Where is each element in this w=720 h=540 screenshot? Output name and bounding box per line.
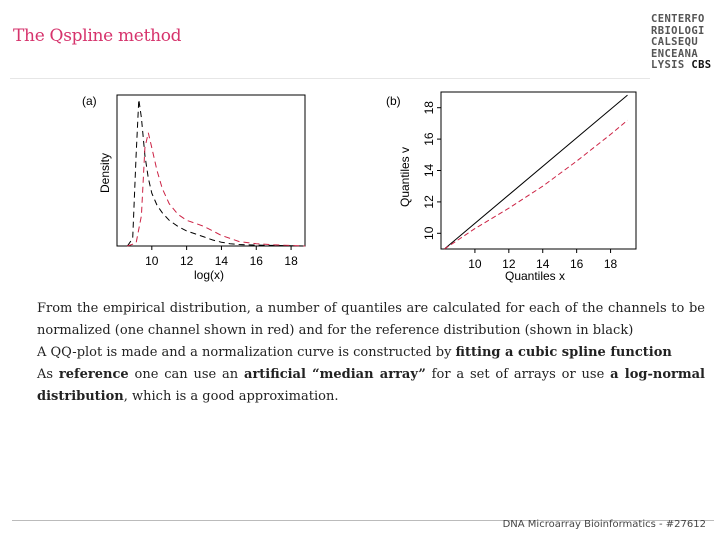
p3-c: one can use an [128,367,245,382]
x-tick-label: 12 [502,257,516,271]
panel-a-frame [117,95,305,246]
series-line-2 [444,120,627,249]
p3-log-normal: a log-normal distribution [37,367,705,404]
series-line-2 [127,133,305,246]
p3-e: for a set of arrays or use [425,367,611,382]
y-tick-label: 10 [422,226,436,240]
series-line-1 [127,100,305,247]
p3-a: As [37,367,59,382]
p2-bold: fitting a cubic spline function [455,345,672,360]
logo-line-3: CALSEQU [651,36,699,49]
paragraph-2 [37,342,705,364]
logo-cbs: CBS [691,59,712,72]
panel-b-xlabel: Quantiles x [504,269,566,283]
p2-text: A QQ-plot is made and a normalization curve is constructed by [37,345,456,360]
x-tick-label: 18 [603,257,618,271]
panel-a-ticks [145,246,298,268]
panel-a-ylabel: Density [98,152,112,194]
density-plot [82,94,305,282]
panel-b-series [444,95,627,249]
p3-g: , which is a good approximation. [123,389,339,404]
logo-line-2: RBIOLOGI [651,24,705,37]
x-tick-label: 10 [145,254,159,268]
footer-text: DNA Microarray Bioinformatics - #27612 [502,519,706,530]
x-tick-label: 12 [179,254,194,268]
x-tick-label: 14 [536,257,550,271]
paragraph-1: From the empirical distribution, a number of quantiles are calculated for each of the channels to be normalized (one channel shown in red) and for the reference distribution (shown in black) [37,301,705,338]
qq-plot [386,92,636,283]
y-tick-label: 18 [422,101,436,115]
panel-a-xlabel: log(x) [193,268,225,282]
logo-line-5-text: LYSIS [651,59,685,72]
x-tick-label: 16 [249,254,263,268]
x-tick-label: 18 [284,254,298,268]
p3-reference: reference [58,367,129,382]
panel-b-label: (b) [386,94,401,108]
panel-a-label: (a) [82,94,97,108]
logo-line-1: CENTERFO [651,13,705,25]
p3-median-array: artificial “median array” [244,367,426,382]
x-tick-label: 14 [214,254,229,268]
y-tick-label: 16 [422,132,436,146]
logo-line-4: ENCEANA [651,47,699,60]
slide-title: The Qspline method [13,26,182,46]
y-tick-label: 14 [422,163,436,178]
paragraph-3 [37,364,705,408]
series-line-1 [444,95,627,249]
panel-a-series [127,100,305,247]
y-tick-label: 12 [422,195,436,209]
slide-body [37,298,705,408]
x-tick-label: 10 [468,257,482,271]
x-tick-label: 16 [569,257,584,271]
panel-b-ylabel: Quantiles v [398,146,412,208]
